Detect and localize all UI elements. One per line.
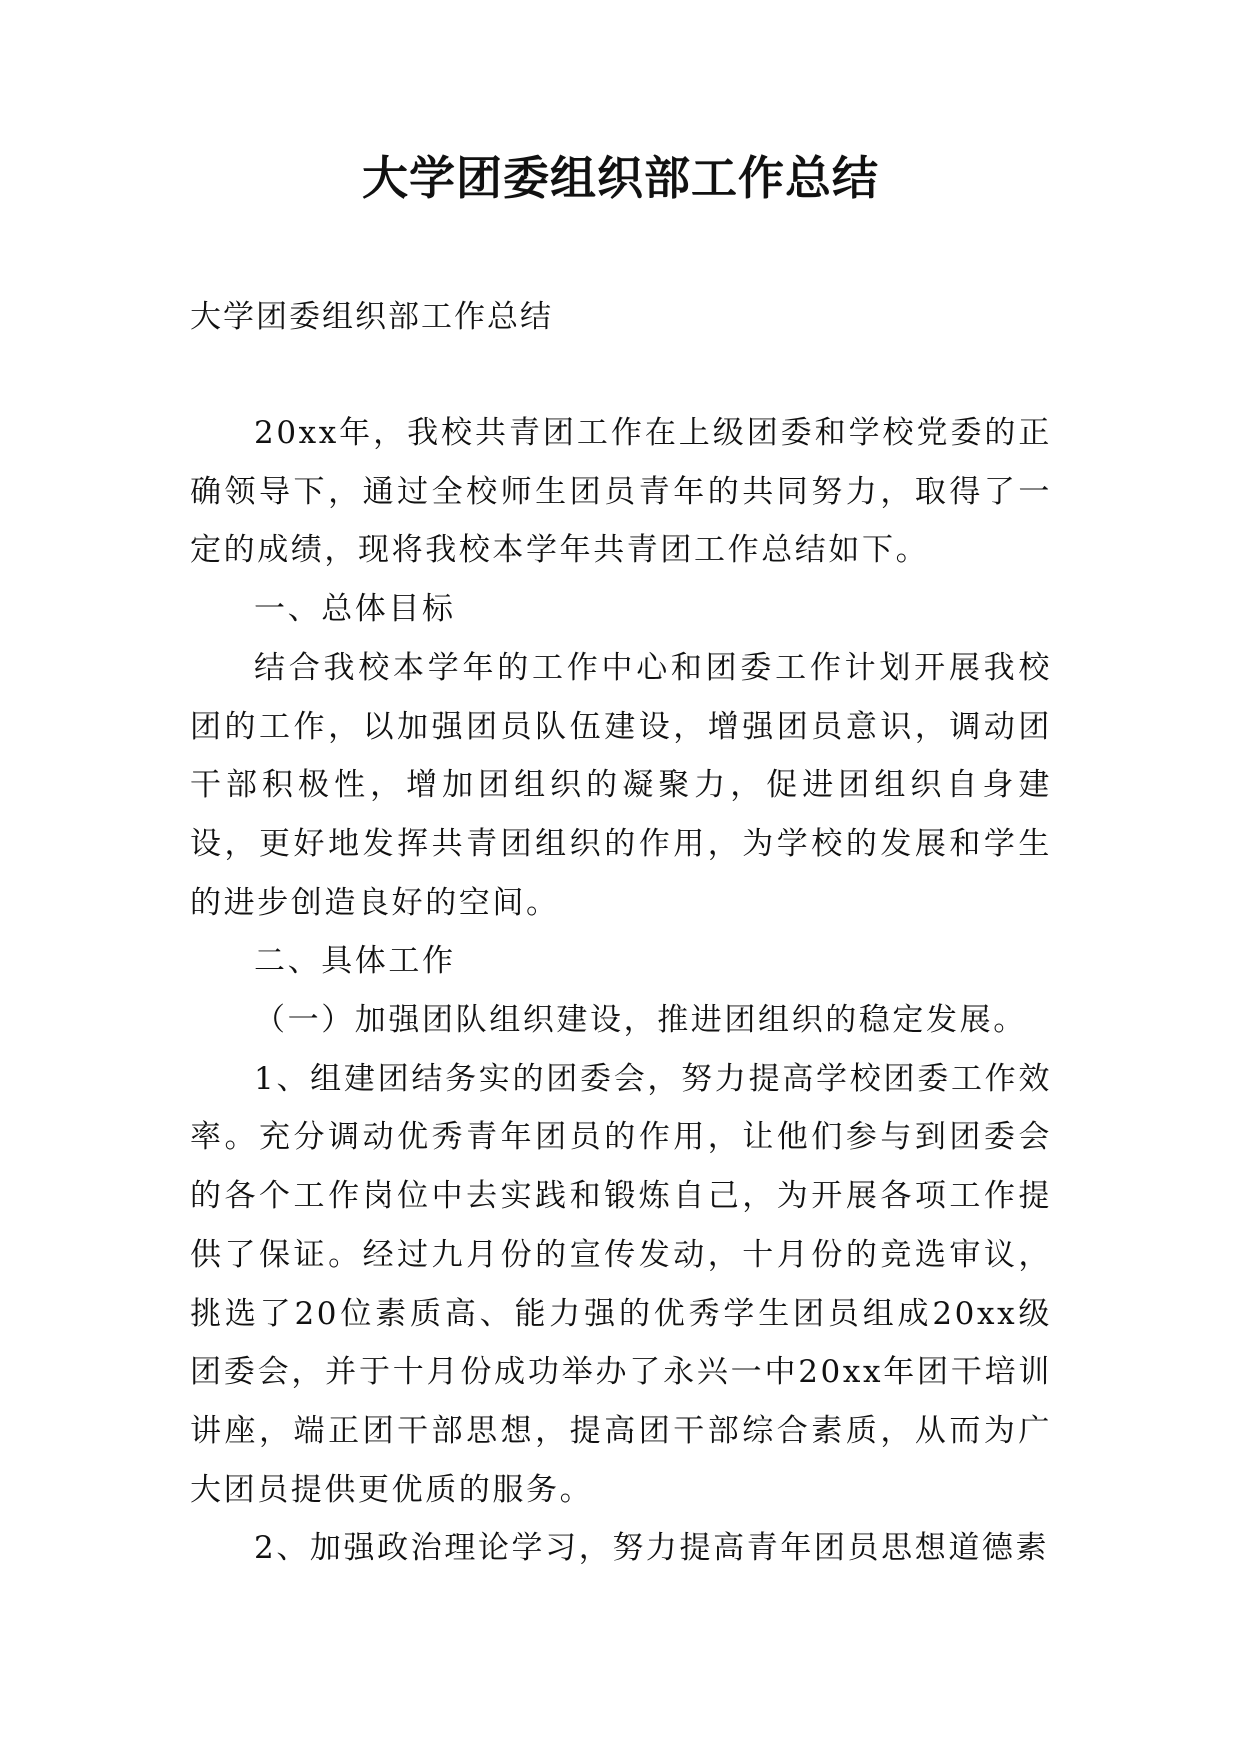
document-subtitle: 大学团委组织部工作总结	[190, 299, 553, 335]
paragraph-item-2: 2、加强政治理论学习，努力提高青年团员思想道德素	[254, 1530, 1050, 1567]
section-heading-overall-goal: 一、总体目标	[254, 591, 456, 628]
paragraph-item-1: 1、组建团结务实的团委会，努力提高学校团委工作效率。充分调动优秀青年团员的作用，让他们参与到团委会的各个工作岗位中去实践和锻炼自己，为开展各项工作提供了保证。经过九月份的宣传发动，十月份的竞选审议，挑选了20位素质高、能力强的优秀学生团员组成20xx级团委会，并于十月份成功举办了永兴一中20xx年团干培训讲座，端正团干部思想，提高团干部综合素质，从而为广大团员提供更优质的服务。	[190, 1060, 1052, 1508]
paragraph-overall-goal: 结合我校本学年的工作中心和团委工作计划开展我校团的工作，以加强团员队伍建设，增强团员意识，调动团干部积极性，增加团组织的凝聚力，促进团组织自身建设，更好地发挥共青团组织的作用，为学校的发展和学生的进步创造良好的空间。	[190, 649, 1052, 921]
section-heading-specific-work: 二、具体工作	[254, 943, 456, 980]
document-title: 大学团委组织部工作总结	[362, 151, 879, 205]
paragraph-intro: 20xx年，我校共青团工作在上级团委和学校党委的正确领导下，通过全校师生团员青年的共同努力，取得了一定的成绩，现将我校本学年共青团工作总结如下。	[190, 415, 1052, 569]
document-body	[190, 404, 1052, 1578]
subsection-heading-organization: （一）加强团队组织建设，推进团组织的稳定发展。	[254, 1002, 1027, 1039]
